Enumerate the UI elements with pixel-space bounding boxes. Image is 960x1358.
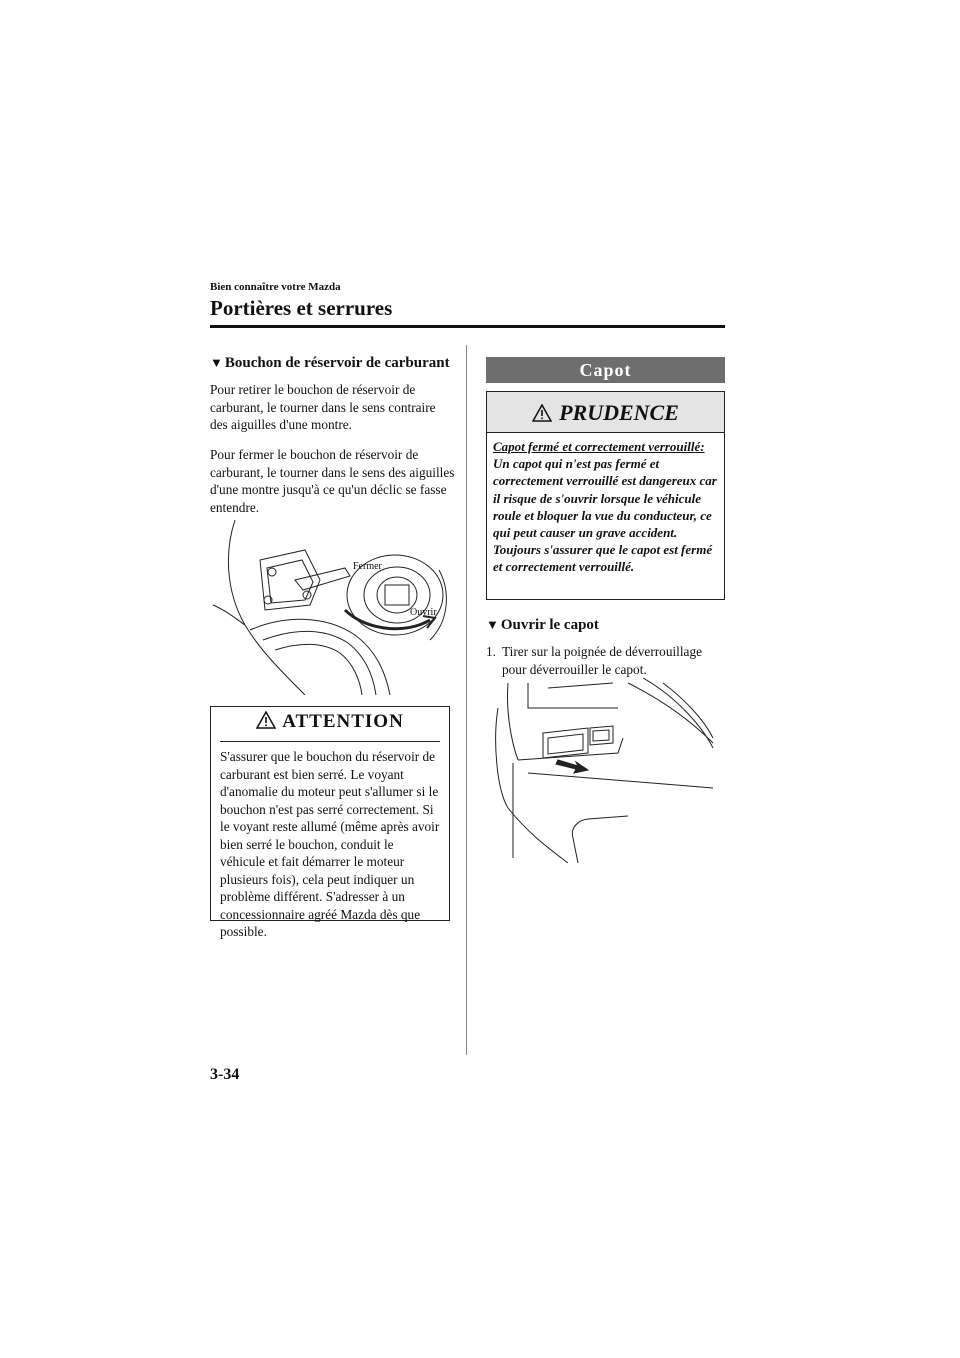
page-title: Portières et serrures [210, 296, 393, 320]
section-title-fuel-cap: ▼ Bouchon de réservoir de carburant [210, 355, 450, 371]
triangle-down-icon: ▼ [486, 617, 499, 632]
step-1-number: 1. [486, 644, 496, 659]
attention-box [210, 706, 450, 939]
label-close: Fermer [353, 561, 382, 572]
step-1 [486, 643, 726, 678]
attention-header: ATTENTION [211, 707, 449, 741]
header-rule [210, 325, 725, 328]
attention-body: S'assurer que le bouchon du réservoir de carburant est bien serré. Le voyant d'anomalie du moteur peut s'allumer si le bouchon n'est pas serré correctement. Si le voyant reste allumé (même après avoir bien serré le bouchon, conduit le véhicule et fait démarrer le moteur plusieurs fois), cela peut indiquer un problème différent. S'adresser à un concessionnaire agréé Mazda dès que possible. [220, 749, 440, 939]
chapter-label: Bien connaître votre Mazda [210, 281, 341, 293]
prudence-box [486, 391, 725, 600]
prudence-header: PRUDENCE [487, 392, 724, 432]
column-divider [466, 345, 467, 1055]
section-banner-hood: Capot [486, 357, 725, 383]
step-1-text: Tirer sur la poignée de déverrouillage pour déverrouiller le capot. [502, 644, 703, 677]
warning-triangle-icon [532, 404, 552, 422]
hood-release-drawing [488, 678, 718, 863]
paragraph-remove: Pour retirer le bouchon de réservoir de carburant, le tourner dans le sens contraire des aiguilles d'une montre. [210, 382, 436, 432]
page-number: 3-34 [210, 1066, 240, 1083]
section-title-open-hood: ▼ Ouvrir le capot [486, 617, 599, 633]
triangle-down-icon: ▼ [210, 355, 223, 370]
paragraph-close: Pour fermer le bouchon de réservoir de carburant, le tourner dans le sens des aiguilles d'une montre jusqu'à ce qu'un déclic se fasse entendre. [210, 447, 455, 515]
prudence-text: Un capot qui n'est pas fermé et correctement verrouillé est dangereux car il risque de s'ouvrir lorsque le véhicule roule et bloquer la vue du conducteur, ce qui peut causer un grave accident. Toujours s'assurer que le capot est fermé et correctement verrouillé. [493, 456, 717, 575]
prudence-body [487, 433, 724, 582]
label-open: Ouvrir [410, 607, 437, 618]
prudence-subtitle: Capot fermé et correctement verrouillé: [493, 439, 705, 454]
warning-triangle-icon [256, 711, 276, 735]
fuel-cap-drawing [205, 510, 460, 695]
hood-release-illustration [488, 678, 718, 863]
fuel-cap-illustration [205, 510, 460, 695]
